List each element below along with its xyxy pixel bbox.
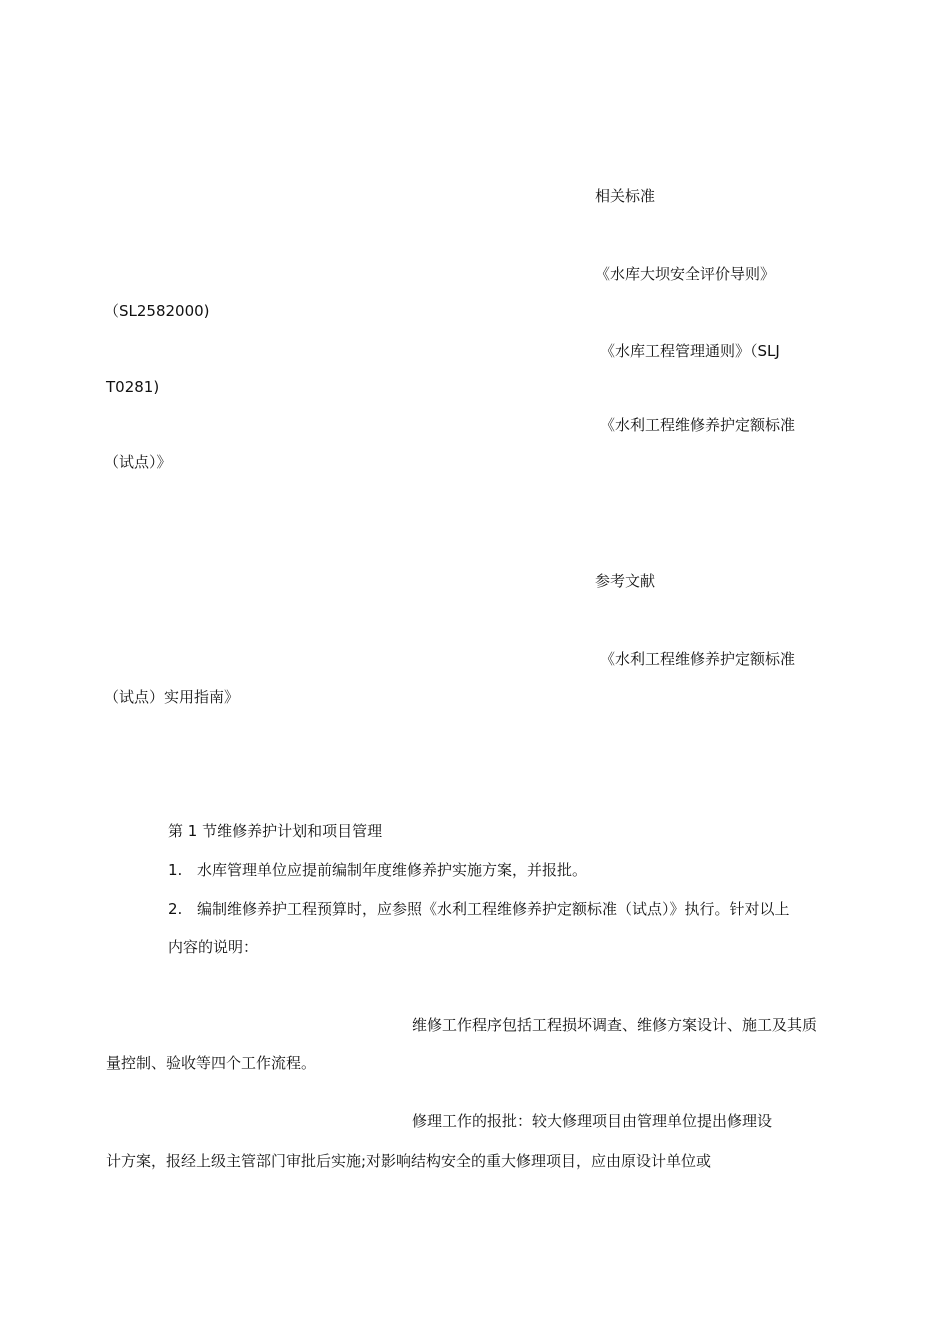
standard-2-code: T0281)	[106, 378, 160, 396]
standard-1-title: 《水库大坝安全评价导则》	[595, 265, 776, 283]
references-heading: 参考文献	[595, 572, 656, 590]
list-item-2-continuation: 内容的说明：	[168, 938, 259, 956]
paragraph-2-line-2: 计方案，报经上级主管部门审批后实施;对影响结构安全的重大修理项目，应由原设计单位或	[106, 1152, 712, 1170]
related-standards-heading: 相关标准	[595, 187, 656, 205]
standard-3-title: 《水利工程维修养护定额标准	[600, 416, 796, 434]
paragraph-1-line-1: 维修工作程序包括工程损坏调查、维修方案设计、施工及其质	[412, 1016, 818, 1034]
reference-1-title: 《水利工程维修养护定额标准	[600, 650, 796, 668]
section-title: 第 1 节维修养护计划和项目管理	[168, 822, 383, 840]
list-item-1-number: 1.	[168, 861, 183, 879]
list-item-2	[168, 899, 790, 919]
standard-3-note: （试点）》	[104, 453, 172, 471]
list-item-1	[168, 860, 587, 880]
paragraph-1-line-2: 量控制、验收等四个工作流程。	[106, 1054, 317, 1072]
standard-2-title: 《水库工程管理通则》（SLJ	[600, 342, 780, 360]
list-item-2-number: 2.	[168, 900, 183, 918]
standard-1-code: （SL2582000)	[104, 302, 210, 320]
list-item-2-text: 编制维修养护工程预算时，应参照《水利工程维修养护定额标准（试点）》执行。针对以上	[197, 900, 790, 918]
list-item-1-text: 水库管理单位应提前编制年度维修养护实施方案，并报批。	[197, 861, 588, 879]
paragraph-2-line-1: 修理工作的报批：较大修理项目由管理单位提出修理设	[412, 1112, 773, 1130]
reference-1-subtitle: （试点）实用指南》	[104, 688, 240, 706]
